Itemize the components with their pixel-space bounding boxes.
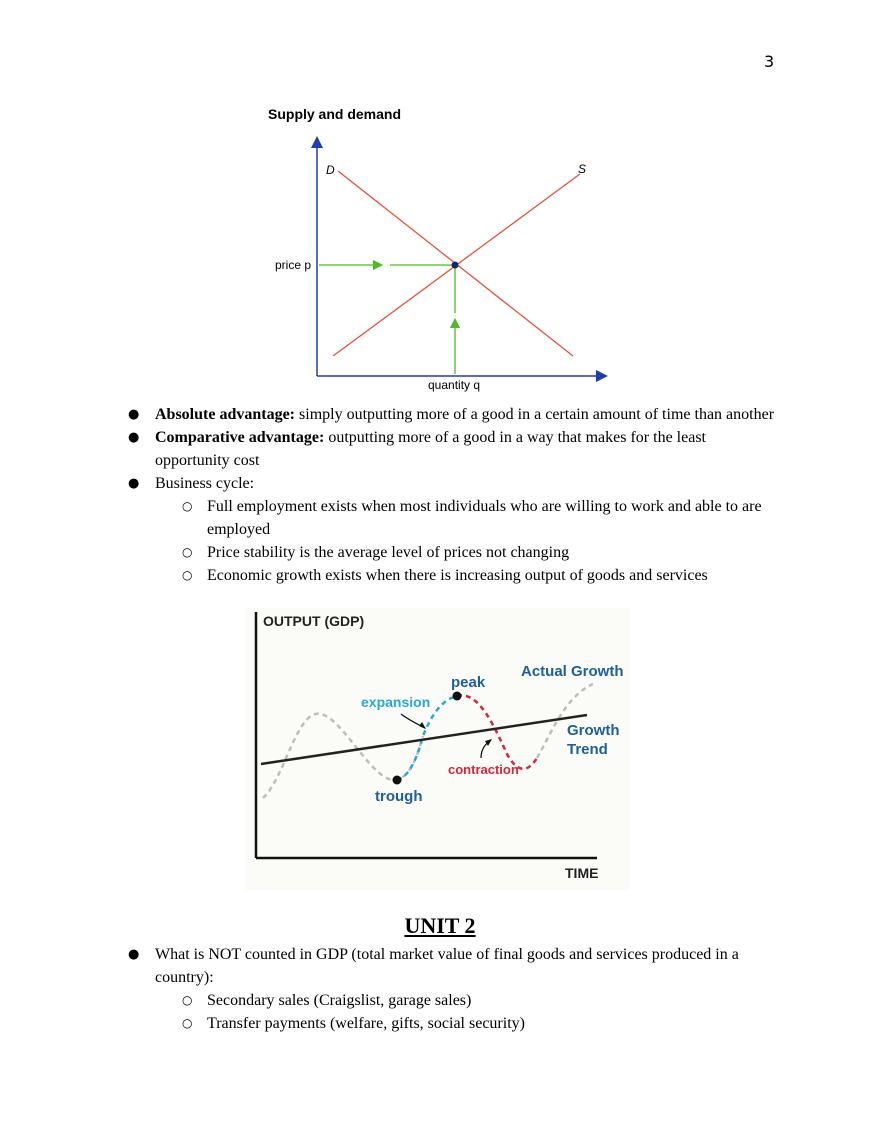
sub-list-item: ○ Secondary sales (Craigslist, garage sales): [0, 989, 767, 1012]
trough-label: trough: [375, 788, 423, 805]
growth-trend-label-line1: Growth: [567, 722, 620, 739]
list-item: [0, 426, 780, 472]
y-axis-label: OUTPUT (GDP): [263, 613, 365, 629]
sub-list-item: ○ Price stability is the average level of prices not changing: [0, 541, 767, 564]
peak-label: peak: [451, 674, 486, 691]
gdp-exclusion-heading: What is NOT counted in GDP (total market value of final goods and services produced in a country):: [155, 946, 739, 986]
definition-text: outputting more of a good in a way that makes for the least opportunity cost: [155, 429, 706, 469]
contraction-label: contraction: [448, 762, 519, 777]
definition-text: simply outputting more of a good in a certain amount of time than another: [295, 406, 775, 423]
list-item: [0, 943, 780, 1035]
x-axis-label: TIME: [565, 865, 599, 881]
trough-point: [393, 776, 402, 785]
supply-demand-title: Supply and demand: [268, 106, 402, 122]
demand-label: D: [326, 163, 335, 177]
expansion-label: expansion: [361, 694, 431, 710]
sub-list-item: ○ Transfer payments (welfare, gifts, social security): [0, 1012, 767, 1035]
term-absolute-advantage: Absolute advantage:: [155, 406, 296, 423]
quantity-label: quantity q: [428, 378, 481, 392]
business-cycle-chart: [245, 608, 630, 890]
gdp-exclusion-sublist: [155, 989, 780, 1035]
list-item: [0, 472, 780, 587]
peak-point: [453, 692, 462, 701]
list-item: [0, 403, 780, 426]
page-number: 3: [764, 52, 775, 71]
sub-list-item: ○ Economic growth exists when there is increasing output of goods and services: [0, 564, 767, 587]
actual-growth-label: Actual Growth: [521, 663, 624, 680]
term-comparative-advantage: Comparative advantage:: [155, 429, 325, 446]
equilibrium-point: [452, 262, 459, 269]
business-cycle-heading: Business cycle:: [155, 475, 255, 492]
unit-2-bullet-list: [0, 943, 780, 1035]
business-cycle-sublist: [155, 495, 780, 587]
supply-demand-diagram: [260, 130, 620, 395]
growth-trend-label-line2: Trend: [567, 741, 608, 758]
price-label: price p: [275, 258, 312, 272]
top-bullet-list: [0, 403, 780, 587]
unit-2-heading: UNIT 2: [404, 913, 476, 938]
sub-list-item: ○ Full employment exists when most individuals who are willing to work and able to are employed: [0, 495, 767, 541]
supply-label: S: [578, 162, 587, 176]
